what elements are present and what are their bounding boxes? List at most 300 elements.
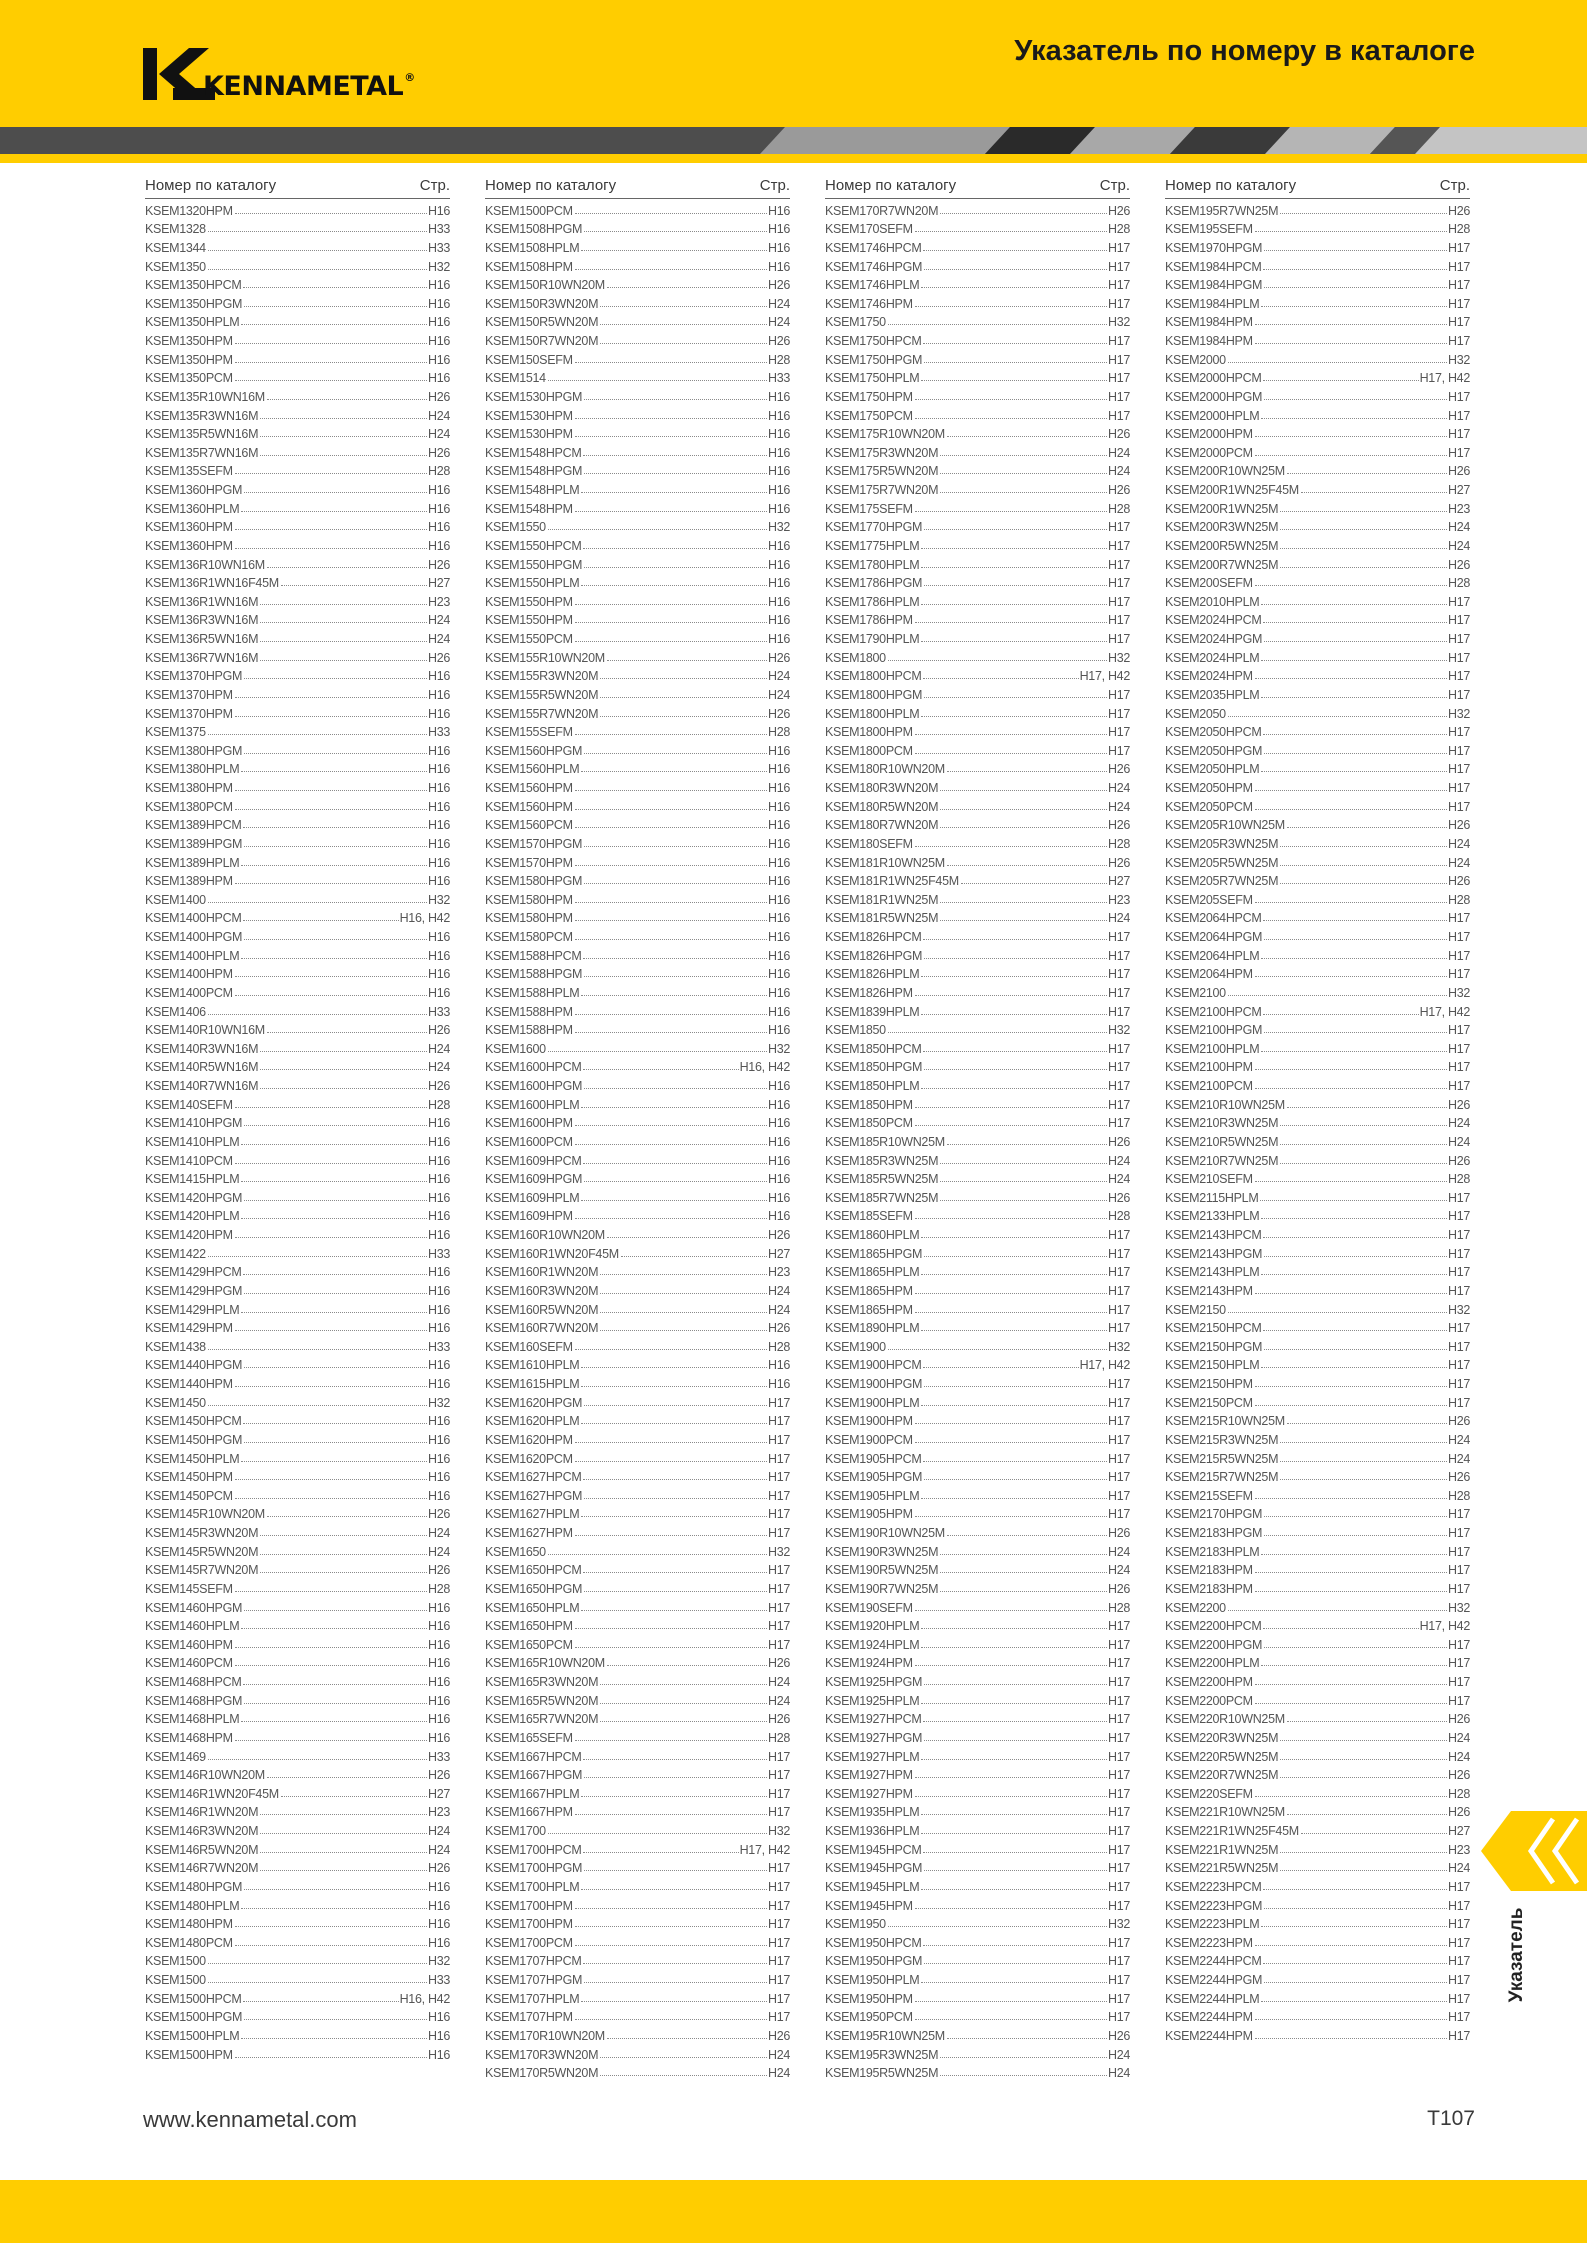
page-ref[interactable]: H17 bbox=[1107, 1749, 1130, 1764]
page-ref[interactable]: H17 bbox=[1107, 408, 1130, 423]
page-ref[interactable]: H17 bbox=[1107, 725, 1130, 740]
page-ref[interactable]: H28 bbox=[1447, 1488, 1470, 1503]
page-ref[interactable]: H17 bbox=[1447, 1526, 1470, 1540]
page-ref[interactable]: H26 bbox=[767, 1321, 790, 1336]
page-ref[interactable]: H26 bbox=[427, 1768, 450, 1783]
page-ref[interactable]: H17 bbox=[1107, 1730, 1130, 1745]
page-ref[interactable]: H24 bbox=[427, 1544, 450, 1559]
page-ref[interactable]: H17 bbox=[1107, 240, 1130, 255]
page-ref[interactable]: H32 bbox=[1447, 1600, 1470, 1615]
page-ref[interactable]: H16 bbox=[427, 1172, 450, 1187]
page-ref[interactable]: H17 bbox=[1107, 1637, 1130, 1652]
page-ref[interactable]: H17 bbox=[1447, 1283, 1470, 1298]
page-ref[interactable]: H17 bbox=[1447, 1507, 1470, 1522]
page-ref[interactable]: H17 bbox=[1107, 1786, 1130, 1801]
page-ref[interactable]: H17 bbox=[1107, 371, 1130, 386]
page-ref[interactable]: H16 bbox=[427, 930, 450, 944]
page-ref[interactable]: H17 bbox=[1447, 445, 1470, 460]
page-ref[interactable]: H26 bbox=[1107, 1134, 1130, 1149]
page-ref[interactable]: H26 bbox=[1107, 1190, 1130, 1205]
page-ref[interactable]: H17 bbox=[767, 1749, 790, 1764]
page-ref[interactable]: H17 bbox=[1107, 632, 1130, 646]
page-ref[interactable]: H26 bbox=[1447, 203, 1470, 218]
page-ref[interactable]: H24 bbox=[767, 2066, 790, 2081]
page-ref[interactable]: H17 bbox=[1107, 1935, 1130, 1950]
page-ref[interactable]: H17 bbox=[1447, 687, 1470, 702]
page-ref[interactable]: H17 bbox=[1447, 725, 1470, 740]
page-ref[interactable]: H17 bbox=[1107, 1451, 1130, 1466]
page-ref[interactable]: H17 bbox=[1107, 352, 1130, 367]
page-ref[interactable]: H17 bbox=[767, 1581, 790, 1596]
page-ref[interactable]: H16 bbox=[427, 1935, 450, 1950]
page-ref[interactable]: H17 bbox=[1447, 1265, 1470, 1280]
page-ref[interactable]: H24 bbox=[1107, 1172, 1130, 1187]
page-ref[interactable]: H16 bbox=[427, 501, 450, 516]
page-ref[interactable]: H26 bbox=[1447, 1805, 1470, 1820]
page-ref[interactable]: H17 bbox=[1107, 985, 1130, 1000]
page-ref[interactable]: H16 bbox=[767, 892, 790, 907]
page-ref[interactable]: H26 bbox=[1447, 1712, 1470, 1727]
page-ref[interactable]: H16 bbox=[767, 203, 790, 218]
page-ref[interactable]: H26 bbox=[1107, 203, 1130, 218]
page-ref[interactable]: H16 bbox=[767, 855, 790, 870]
page-ref[interactable]: H16 bbox=[427, 203, 450, 218]
page-ref[interactable]: H27 bbox=[1447, 483, 1470, 497]
page-ref[interactable]: H33 bbox=[427, 222, 450, 237]
page-ref[interactable]: H16 bbox=[767, 1377, 790, 1391]
page-ref[interactable]: H26 bbox=[767, 2028, 790, 2043]
page-ref[interactable]: H17, H42 bbox=[739, 1842, 790, 1857]
page-ref[interactable]: H17 bbox=[1447, 1377, 1470, 1391]
page-ref[interactable]: H17 bbox=[1447, 408, 1470, 423]
page-ref[interactable]: H16 bbox=[767, 389, 790, 404]
page-ref[interactable]: H17 bbox=[767, 1768, 790, 1783]
page-ref[interactable]: H17 bbox=[1447, 1973, 1470, 1987]
page-ref[interactable]: H17 bbox=[767, 2010, 790, 2025]
page-ref[interactable]: H16 bbox=[427, 1190, 450, 1205]
page-ref[interactable]: H24 bbox=[767, 1675, 790, 1689]
page-ref[interactable]: H17 bbox=[1107, 557, 1130, 572]
index-section-tab[interactable] bbox=[1481, 1811, 1587, 1891]
page-ref[interactable]: H16 bbox=[767, 613, 790, 628]
page-ref[interactable]: H17 bbox=[1107, 1228, 1130, 1242]
page-ref[interactable]: H16 bbox=[427, 538, 450, 553]
page-ref[interactable]: H24 bbox=[1107, 1563, 1130, 1578]
page-ref[interactable]: H16 bbox=[427, 352, 450, 367]
page-ref[interactable]: H16 bbox=[767, 1190, 790, 1205]
page-ref[interactable]: H16 bbox=[767, 1079, 790, 1093]
page-ref[interactable]: H16 bbox=[767, 967, 790, 982]
page-ref[interactable]: H17 bbox=[767, 1395, 790, 1410]
page-ref[interactable]: H17 bbox=[1447, 743, 1470, 758]
page-ref[interactable]: H24 bbox=[767, 1693, 790, 1708]
page-ref[interactable]: H17 bbox=[1107, 1693, 1130, 1708]
page-ref[interactable]: H28 bbox=[1447, 892, 1470, 907]
page-ref[interactable]: H17 bbox=[1107, 1712, 1130, 1727]
page-ref[interactable]: H24 bbox=[1107, 2066, 1130, 2081]
page-ref[interactable]: H26 bbox=[1447, 1470, 1470, 1485]
page-ref[interactable]: H17 bbox=[767, 1861, 790, 1876]
page-ref[interactable]: H16 bbox=[427, 836, 450, 851]
page-ref[interactable]: H16 bbox=[427, 855, 450, 870]
page-ref[interactable]: H17 bbox=[1107, 1302, 1130, 1317]
page-ref[interactable]: H17 bbox=[1107, 576, 1130, 591]
page-ref[interactable]: H28 bbox=[1447, 1786, 1470, 1801]
page-ref[interactable]: H16 bbox=[767, 1004, 790, 1019]
page-ref[interactable]: H28 bbox=[1107, 222, 1130, 237]
page-ref[interactable]: H17 bbox=[1107, 1432, 1130, 1447]
page-ref[interactable]: H17 bbox=[1107, 1879, 1130, 1894]
page-ref[interactable]: H16 bbox=[767, 743, 790, 758]
page-ref[interactable]: H16 bbox=[427, 1358, 450, 1373]
page-ref[interactable]: H24 bbox=[1107, 1153, 1130, 1168]
page-ref[interactable]: H23 bbox=[1447, 1842, 1470, 1857]
page-ref[interactable]: H16 bbox=[767, 1358, 790, 1373]
page-ref[interactable]: H17 bbox=[1447, 1544, 1470, 1559]
page-ref[interactable]: H26 bbox=[427, 1861, 450, 1876]
page-ref[interactable]: H16 bbox=[767, 240, 790, 255]
page-ref[interactable]: H16 bbox=[767, 464, 790, 479]
page-ref[interactable]: H24 bbox=[767, 669, 790, 684]
page-ref[interactable]: H24 bbox=[1107, 445, 1130, 460]
page-ref[interactable]: H17 bbox=[1447, 240, 1470, 255]
page-ref[interactable]: H16 bbox=[427, 2047, 450, 2062]
page-ref[interactable]: H28 bbox=[1107, 1600, 1130, 1615]
page-ref[interactable]: H16 bbox=[427, 1116, 450, 1131]
page-ref[interactable]: H33 bbox=[427, 1749, 450, 1764]
page-ref[interactable]: H16 bbox=[427, 1153, 450, 1168]
page-ref[interactable]: H26 bbox=[1107, 1526, 1130, 1540]
page-ref[interactable]: H17 bbox=[1447, 1209, 1470, 1224]
page-ref[interactable]: H16 bbox=[767, 799, 790, 814]
page-ref[interactable]: H16 bbox=[767, 874, 790, 889]
page-ref[interactable]: H23 bbox=[767, 1265, 790, 1280]
page-ref[interactable]: H24 bbox=[767, 2047, 790, 2062]
page-ref[interactable]: H17 bbox=[1447, 930, 1470, 944]
page-ref[interactable]: H17 bbox=[1447, 296, 1470, 311]
page-ref[interactable]: H16 bbox=[427, 1619, 450, 1634]
page-ref[interactable]: H16 bbox=[767, 985, 790, 1000]
page-ref[interactable]: H17 bbox=[1107, 1097, 1130, 1112]
page-ref[interactable]: H17 bbox=[1447, 315, 1470, 330]
page-ref[interactable]: H26 bbox=[767, 650, 790, 665]
page-ref[interactable]: H33 bbox=[767, 371, 790, 386]
page-ref[interactable]: H17 bbox=[1447, 1637, 1470, 1652]
page-ref[interactable]: H16 bbox=[427, 1134, 450, 1149]
page-ref[interactable]: H17 bbox=[1447, 1228, 1470, 1242]
page-ref[interactable]: H16 bbox=[427, 278, 450, 293]
page-ref[interactable]: H17 bbox=[1107, 1004, 1130, 1019]
page-ref[interactable]: H16 bbox=[427, 315, 450, 330]
page-ref[interactable]: H17 bbox=[1107, 967, 1130, 982]
page-ref[interactable]: H32 bbox=[1447, 1302, 1470, 1317]
page-ref[interactable]: H32 bbox=[1447, 985, 1470, 1000]
page-ref[interactable]: H17 bbox=[1107, 743, 1130, 758]
page-ref[interactable]: H17 bbox=[1447, 1935, 1470, 1950]
page-ref[interactable]: H17 bbox=[1447, 1675, 1470, 1689]
page-ref[interactable]: H16, H42 bbox=[739, 1060, 790, 1075]
page-ref[interactable]: H17 bbox=[1107, 389, 1130, 404]
page-ref[interactable]: H17 bbox=[1107, 1898, 1130, 1913]
page-ref[interactable]: H32 bbox=[1107, 315, 1130, 330]
page-ref[interactable]: H17 bbox=[1107, 1861, 1130, 1876]
page-ref[interactable]: H17 bbox=[1107, 1656, 1130, 1671]
page-ref[interactable]: H16 bbox=[427, 1414, 450, 1429]
page-ref[interactable]: H16 bbox=[427, 967, 450, 982]
page-ref[interactable]: H16 bbox=[767, 501, 790, 516]
page-ref[interactable]: H26 bbox=[427, 1563, 450, 1578]
page-ref[interactable]: H16 bbox=[427, 687, 450, 702]
page-ref[interactable]: H28 bbox=[1447, 1172, 1470, 1187]
page-ref[interactable]: H32 bbox=[767, 1544, 790, 1559]
page-ref[interactable]: H24 bbox=[1447, 1134, 1470, 1149]
page-ref[interactable]: H26 bbox=[767, 278, 790, 293]
page-ref[interactable]: H26 bbox=[1447, 1414, 1470, 1429]
page-ref[interactable]: H17 bbox=[767, 1954, 790, 1969]
page-ref[interactable]: H17 bbox=[1447, 389, 1470, 404]
page-ref[interactable]: H17 bbox=[767, 1805, 790, 1820]
page-ref[interactable]: H26 bbox=[767, 1656, 790, 1671]
page-ref[interactable]: H24 bbox=[1447, 1116, 1470, 1131]
page-ref[interactable]: H24 bbox=[1447, 520, 1470, 535]
page-ref[interactable]: H17 bbox=[1447, 1041, 1470, 1056]
page-ref[interactable]: H17 bbox=[767, 1451, 790, 1466]
page-ref[interactable]: H24 bbox=[1107, 781, 1130, 795]
page-ref[interactable]: H16 bbox=[767, 427, 790, 442]
page-ref[interactable]: H16 bbox=[427, 1675, 450, 1689]
page-ref[interactable]: H17 bbox=[767, 1879, 790, 1894]
page-ref[interactable]: H16 bbox=[427, 1488, 450, 1503]
page-ref[interactable]: H16 bbox=[767, 259, 790, 274]
page-ref[interactable]: H27 bbox=[1107, 874, 1130, 889]
page-ref[interactable]: H26 bbox=[767, 1712, 790, 1727]
page-ref[interactable]: H16 bbox=[427, 1228, 450, 1242]
page-ref[interactable]: H26 bbox=[1447, 1097, 1470, 1112]
page-ref[interactable]: H33 bbox=[427, 1246, 450, 1261]
page-ref[interactable]: H24 bbox=[427, 632, 450, 646]
page-ref[interactable]: H16 bbox=[427, 743, 450, 758]
page-ref[interactable]: H17 bbox=[1447, 259, 1470, 274]
page-ref[interactable]: H24 bbox=[1107, 911, 1130, 926]
page-ref[interactable]: H17 bbox=[767, 1470, 790, 1485]
page-ref[interactable]: H32 bbox=[427, 1954, 450, 1969]
page-ref[interactable]: H26 bbox=[1107, 855, 1130, 870]
page-ref[interactable]: H27 bbox=[427, 576, 450, 591]
page-ref[interactable]: H17 bbox=[1107, 1041, 1130, 1056]
page-ref[interactable]: H16 bbox=[767, 1023, 790, 1038]
page-ref[interactable]: H26 bbox=[427, 557, 450, 572]
page-ref[interactable]: H16 bbox=[427, 296, 450, 311]
page-ref[interactable]: H23 bbox=[427, 594, 450, 609]
page-ref[interactable]: H17 bbox=[1447, 1339, 1470, 1354]
page-ref[interactable]: H16 bbox=[427, 985, 450, 1000]
page-ref[interactable]: H24 bbox=[427, 408, 450, 423]
page-ref[interactable]: H16 bbox=[427, 1600, 450, 1615]
page-ref[interactable]: H32 bbox=[1107, 1023, 1130, 1038]
page-ref[interactable]: H26 bbox=[1107, 762, 1130, 777]
page-ref[interactable]: H17 bbox=[1107, 1842, 1130, 1857]
page-ref[interactable]: H17 bbox=[1107, 1377, 1130, 1391]
page-ref[interactable]: H32 bbox=[767, 520, 790, 535]
page-ref[interactable]: H24 bbox=[1107, 2047, 1130, 2062]
page-ref[interactable]: H17 bbox=[1107, 1321, 1130, 1336]
page-ref[interactable]: H17 bbox=[1447, 762, 1470, 777]
page-ref[interactable]: H16 bbox=[767, 576, 790, 591]
page-ref[interactable]: H24 bbox=[1107, 464, 1130, 479]
page-ref[interactable]: H16 bbox=[427, 762, 450, 777]
page-ref[interactable]: H16 bbox=[767, 1172, 790, 1187]
page-ref[interactable]: H26 bbox=[1447, 818, 1470, 833]
page-ref[interactable]: H17 bbox=[767, 1991, 790, 2006]
page-ref[interactable]: H17 bbox=[767, 1507, 790, 1522]
page-ref[interactable]: H26 bbox=[1447, 1153, 1470, 1168]
page-ref[interactable]: H16 bbox=[427, 2010, 450, 2025]
page-ref[interactable]: H24 bbox=[1107, 1544, 1130, 1559]
page-ref[interactable]: H23 bbox=[427, 1805, 450, 1820]
page-ref[interactable]: H16 bbox=[427, 1302, 450, 1317]
page-ref[interactable]: H16 bbox=[427, 1898, 450, 1913]
page-ref[interactable]: H23 bbox=[1447, 501, 1470, 516]
page-ref[interactable]: H17 bbox=[1447, 1954, 1470, 1969]
page-ref[interactable]: H17 bbox=[1447, 1246, 1470, 1261]
page-ref[interactable]: H26 bbox=[1107, 2028, 1130, 2043]
page-ref[interactable]: H17 bbox=[1447, 1023, 1470, 1038]
page-ref[interactable]: H33 bbox=[427, 240, 450, 255]
page-ref[interactable]: H17 bbox=[1447, 1917, 1470, 1932]
page-ref[interactable]: H17 bbox=[767, 1563, 790, 1578]
page-ref[interactable]: H32 bbox=[1107, 650, 1130, 665]
page-ref[interactable]: H17 bbox=[1107, 1246, 1130, 1261]
page-ref[interactable]: H24 bbox=[427, 1842, 450, 1857]
page-ref[interactable]: H16 bbox=[767, 483, 790, 497]
page-ref[interactable]: H26 bbox=[427, 1079, 450, 1093]
page-ref[interactable]: H17 bbox=[1107, 613, 1130, 628]
page-ref[interactable]: H24 bbox=[1447, 1861, 1470, 1876]
page-ref[interactable]: H16, H42 bbox=[399, 1991, 450, 2006]
page-ref[interactable]: H17 bbox=[1447, 1991, 1470, 2006]
page-ref[interactable]: H16 bbox=[767, 818, 790, 833]
page-ref[interactable]: H17 bbox=[1107, 538, 1130, 553]
website-link[interactable]: www.kennametal.com bbox=[143, 2107, 357, 2132]
page-ref[interactable]: H33 bbox=[427, 1004, 450, 1019]
page-ref[interactable]: H17 bbox=[1447, 1898, 1470, 1913]
page-ref[interactable]: H28 bbox=[427, 464, 450, 479]
page-ref[interactable]: H28 bbox=[1107, 1209, 1130, 1224]
page-ref[interactable]: H16 bbox=[427, 1656, 450, 1671]
page-ref[interactable]: H16 bbox=[767, 1097, 790, 1112]
page-ref[interactable]: H17, H42 bbox=[1079, 1358, 1130, 1373]
page-ref[interactable]: H32 bbox=[427, 1395, 450, 1410]
page-ref[interactable]: H17, H42 bbox=[1419, 1004, 1470, 1019]
page-ref[interactable]: H26 bbox=[427, 1507, 450, 1522]
page-ref[interactable]: H17 bbox=[1107, 1619, 1130, 1634]
page-ref[interactable]: H17 bbox=[1447, 632, 1470, 646]
page-ref[interactable]: H16 bbox=[427, 520, 450, 535]
page-ref[interactable]: H16 bbox=[767, 632, 790, 646]
page-ref[interactable]: H17 bbox=[767, 1786, 790, 1801]
page-ref[interactable]: H24 bbox=[767, 296, 790, 311]
page-ref[interactable]: H33 bbox=[427, 725, 450, 740]
page-ref[interactable]: H17, H42 bbox=[1419, 1619, 1470, 1634]
page-ref[interactable]: H28 bbox=[767, 1339, 790, 1354]
page-ref[interactable]: H16 bbox=[767, 948, 790, 963]
page-ref[interactable]: H26 bbox=[1107, 483, 1130, 497]
page-ref[interactable]: H17 bbox=[1447, 1563, 1470, 1578]
page-ref[interactable]: H17 bbox=[1107, 1675, 1130, 1689]
page-ref[interactable]: H16 bbox=[767, 1153, 790, 1168]
page-ref[interactable]: H17 bbox=[1447, 799, 1470, 814]
page-ref[interactable]: H17 bbox=[1447, 613, 1470, 628]
page-ref[interactable]: H16 bbox=[767, 445, 790, 460]
page-ref[interactable]: H17 bbox=[1107, 1954, 1130, 1969]
page-ref[interactable]: H24 bbox=[427, 1526, 450, 1540]
page-ref[interactable]: H26 bbox=[1447, 557, 1470, 572]
page-ref[interactable]: H17 bbox=[1447, 2028, 1470, 2043]
page-ref[interactable]: H17 bbox=[1107, 1283, 1130, 1298]
page-ref[interactable]: H16 bbox=[767, 1116, 790, 1131]
page-ref[interactable]: H26 bbox=[1107, 427, 1130, 442]
page-ref[interactable]: H17 bbox=[1107, 930, 1130, 944]
page-ref[interactable]: H16 bbox=[427, 948, 450, 963]
page-ref[interactable]: H24 bbox=[427, 427, 450, 442]
page-ref[interactable]: H16 bbox=[767, 762, 790, 777]
page-ref[interactable]: H24 bbox=[427, 1060, 450, 1075]
page-ref[interactable]: H17 bbox=[1447, 427, 1470, 442]
page-ref[interactable]: H16 bbox=[767, 408, 790, 423]
page-ref[interactable]: H33 bbox=[427, 1339, 450, 1354]
page-ref[interactable]: H17 bbox=[1107, 1973, 1130, 1987]
page-ref[interactable]: H24 bbox=[767, 1302, 790, 1317]
page-ref[interactable]: H16 bbox=[767, 222, 790, 237]
page-ref[interactable]: H17 bbox=[1107, 1265, 1130, 1280]
page-ref[interactable]: H17 bbox=[767, 1488, 790, 1503]
page-ref[interactable]: H32 bbox=[1447, 352, 1470, 367]
page-ref[interactable]: H17 bbox=[767, 1414, 790, 1429]
page-ref[interactable]: H17 bbox=[1447, 1693, 1470, 1708]
page-ref[interactable]: H26 bbox=[1107, 1581, 1130, 1596]
page-ref[interactable]: H26 bbox=[1447, 1768, 1470, 1783]
page-ref[interactable]: H17 bbox=[1447, 1079, 1470, 1093]
page-ref[interactable]: H17 bbox=[1447, 2010, 1470, 2025]
page-ref[interactable]: H17 bbox=[767, 1898, 790, 1913]
page-ref[interactable]: H16 bbox=[427, 1470, 450, 1485]
page-ref[interactable]: H16 bbox=[427, 1283, 450, 1298]
page-ref[interactable]: H16 bbox=[427, 483, 450, 497]
page-ref[interactable]: H24 bbox=[1107, 799, 1130, 814]
page-ref[interactable]: H17 bbox=[1107, 1414, 1130, 1429]
page-ref[interactable]: H17 bbox=[767, 1637, 790, 1652]
page-ref[interactable]: H17 bbox=[1447, 1581, 1470, 1596]
page-ref[interactable]: H16 bbox=[427, 818, 450, 833]
page-ref[interactable]: H17 bbox=[1107, 1395, 1130, 1410]
page-ref[interactable]: H17 bbox=[1107, 1060, 1130, 1075]
page-ref[interactable]: H24 bbox=[1447, 855, 1470, 870]
page-ref[interactable]: H16 bbox=[767, 1209, 790, 1224]
page-ref[interactable]: H17, H42 bbox=[1419, 371, 1470, 386]
page-ref[interactable]: H16 bbox=[427, 1265, 450, 1280]
page-ref[interactable]: H17 bbox=[1447, 948, 1470, 963]
page-ref[interactable]: H17 bbox=[1447, 781, 1470, 795]
page-ref[interactable]: H28 bbox=[427, 1581, 450, 1596]
page-ref[interactable]: H17 bbox=[767, 1917, 790, 1932]
page-ref[interactable]: H24 bbox=[1447, 836, 1470, 851]
page-ref[interactable]: H17 bbox=[1447, 1358, 1470, 1373]
page-ref[interactable]: H17 bbox=[767, 1600, 790, 1615]
page-ref[interactable]: H16 bbox=[767, 557, 790, 572]
page-ref[interactable]: H16 bbox=[427, 334, 450, 348]
page-ref[interactable]: H17 bbox=[1107, 296, 1130, 311]
page-ref[interactable]: H17 bbox=[1447, 1321, 1470, 1336]
